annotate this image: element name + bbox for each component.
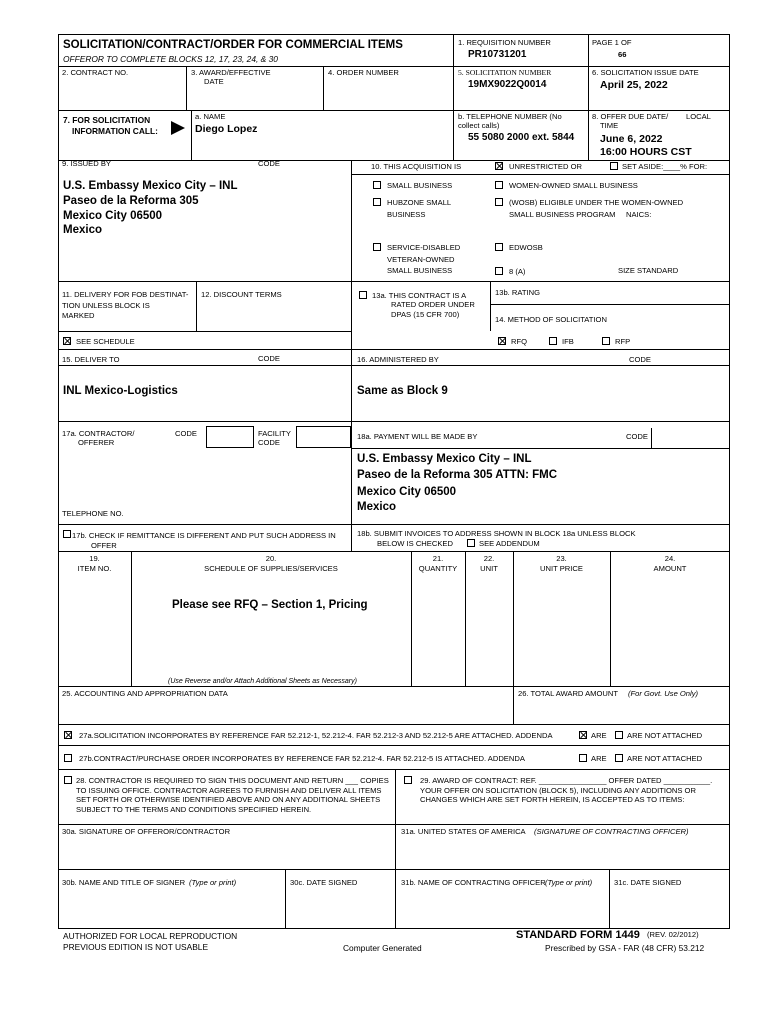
issued-line-3: Mexico City 06500	[63, 210, 163, 222]
delivery-label: 11. DELIVERY FOR FOB DESTINAT-	[62, 290, 189, 299]
total-award-label: 26. TOTAL AWARD AMOUNT	[518, 689, 619, 698]
due-time-value: 16:00 HOURS CST	[600, 146, 692, 158]
footer-computer-generated: Computer Generated	[343, 943, 422, 953]
sdvosb-label-2: VETERAN-OWNED	[387, 255, 455, 264]
col-21-num: 21.	[432, 554, 444, 563]
rated-order-checkbox[interactable]	[359, 291, 367, 299]
27a-not-attached-label: ARE NOT ATTACHED	[627, 731, 703, 740]
29-checkbox[interactable]	[404, 776, 412, 784]
27b-label: 27b.CONTRACT/PURCHASE ORDER INCORPORATES BY REFERENCE FAR 52.212-4. FAR 52.212-5 IS ATTACHED. ADDENDA	[79, 754, 525, 763]
signer-date-label: 30c. DATE SIGNED	[290, 878, 358, 887]
signature-us-label: 31a. UNITED STATES OF AMERICA	[401, 827, 526, 836]
col-quantity: QUANTITY	[418, 564, 458, 573]
contact-name: Diego Lopez	[195, 123, 258, 135]
27a-checkbox[interactable]	[64, 731, 72, 739]
col-unit: UNIT	[480, 564, 498, 573]
issued-code-label: CODE	[258, 159, 280, 168]
27b-are-label: ARE	[591, 754, 607, 763]
due-time-label: TIME	[600, 121, 619, 130]
issued-line-4: Mexico	[63, 224, 102, 236]
rfp-label: RFP	[615, 337, 631, 346]
edwosb-label: EDWOSB	[509, 243, 543, 252]
payment-line-4: Mexico	[357, 501, 396, 513]
signature-offeror-label: 30a. SIGNATURE OF OFFEROR/CONTRACTOR	[62, 827, 231, 836]
see-addendum-checkbox[interactable]	[467, 539, 475, 547]
hubzone-checkbox[interactable]	[373, 198, 381, 206]
rfq-checkbox[interactable]	[498, 337, 506, 345]
29-text: 29. AWARD OF CONTRACT: REF. ________________ OFFER DATED ___________. YOUR OFFER ON SOLICITATION (BLOCK 5), INCLUDING ANY ADDITIONS OR CHANGES WHICH ARE SET FORTH HEREIN, IS ACCEPTED AS TO ITEMS:	[420, 776, 713, 805]
col-22-num: 22.	[483, 554, 495, 563]
delivery-label-2: TION UNLESS BLOCK IS	[62, 301, 150, 310]
col-23-num: 23.	[556, 554, 567, 563]
eight-a-checkbox[interactable]	[495, 267, 503, 275]
info-call-label-2: INFORMATION CALL:	[72, 126, 158, 136]
28-checkbox[interactable]	[64, 776, 72, 784]
discount-label: 12. DISCOUNT TERMS	[201, 290, 282, 299]
wosb-label: (WOSB) ELIGIBLE UNDER THE WOMEN-OWNED	[509, 198, 684, 207]
page-value: 66	[618, 50, 627, 59]
remit-label: 17b. CHECK IF REMITTANCE IS DIFFERENT AND PUT SUCH ADDRESS IN	[72, 531, 336, 540]
col-schedule: SCHEDULE OF SUPPLIES/SERVICES	[204, 564, 338, 573]
27a-label: 27a.SOLICITATION INCORPORATES BY REFERENCE FAR 52.212-1, 52.212-4. FAR 52.212-3 AND 52.212-5 ARE ATTACHED. ADDENDA	[79, 731, 553, 740]
contractor-label-2: OFFERER	[78, 438, 115, 447]
ifb-label: IFB	[562, 337, 574, 346]
sdvosb-checkbox[interactable]	[373, 243, 381, 251]
officer-name-label: 31b. NAME OF CONTRACTING OFFICER	[401, 878, 546, 887]
27b-not-attached-label: ARE NOT ATTACHED	[627, 754, 703, 763]
award-date-label-2: DATE	[204, 77, 224, 86]
women-owned-checkbox[interactable]	[495, 181, 503, 189]
accounting-label: 25. ACCOUNTING AND APPROPRIATION DATA	[62, 689, 228, 698]
hubzone-label: HUBZONE SMALL	[387, 198, 452, 207]
women-owned-label: WOMEN-OWNED SMALL BUSINESS	[509, 181, 638, 190]
eight-a-label: 8 (A)	[509, 267, 526, 276]
sol-no-label: 5. SOLICITATION NUMBER	[458, 68, 552, 77]
order-no-label: 4. ORDER NUMBER	[328, 68, 399, 77]
method-label: 14. METHOD OF SOLICITATION	[495, 315, 607, 324]
contractor-code-label: CODE	[175, 429, 197, 438]
rated-order-label-2: RATED ORDER UNDER	[391, 300, 475, 309]
deliver-to-label: 15. DELIVER TO	[62, 355, 120, 364]
col-24-num: 24.	[664, 554, 676, 563]
phone-label: b. TELEPHONE NUMBER (No	[458, 112, 562, 121]
submit-invoices-label-2: BELOW IS CHECKED	[377, 539, 453, 548]
signer-name-label: 30b. NAME AND TITLE OF SIGNER	[62, 878, 186, 887]
footer-rev: (REV. 02/2012)	[647, 930, 699, 939]
signer-name-note: (Type or print)	[189, 878, 237, 887]
facility-label: FACILITY	[258, 429, 291, 438]
payment-line-1: U.S. Embassy Mexico City – INL	[357, 453, 532, 465]
deliver-code-label: CODE	[258, 354, 280, 363]
issued-by-label: 9. ISSUED BY	[62, 159, 111, 168]
edwosb-checkbox[interactable]	[495, 243, 503, 251]
setaside-label: SET ASIDE:____% FOR:	[622, 162, 708, 171]
footer-authorized: AUTHORIZED FOR LOCAL REPRODUCTION	[63, 931, 238, 941]
reverse-note: (Use Reverse and/or Attach Additional Sheets as Necessary)	[168, 678, 357, 685]
see-schedule-label: SEE SCHEDULE	[76, 337, 135, 346]
facility-label-2: CODE	[258, 438, 280, 447]
rfp-checkbox[interactable]	[602, 337, 610, 345]
rated-order-label-3: DPAS (15 CFR 700)	[391, 310, 460, 319]
contract-no-label: 2. CONTRACT NO.	[62, 68, 129, 77]
rating-label: 13b. RATING	[495, 288, 541, 297]
due-date-value: June 6, 2022	[600, 133, 663, 145]
req-label: 1. REQUISITION NUMBER	[458, 38, 551, 47]
sdvosb-label-3: SMALL BUSINESS	[387, 266, 453, 275]
col-19-num: 19.	[89, 554, 100, 563]
pricing-note: Please see RFQ – Section 1, Pricing	[172, 599, 368, 611]
unrestricted-checkbox[interactable]	[495, 162, 503, 170]
27a-are-label: ARE	[591, 731, 607, 740]
unrestricted-label: UNRESTRICTED OR	[509, 162, 582, 171]
small-business-checkbox[interactable]	[373, 181, 381, 189]
sdvosb-label: SERVICE-DISABLED	[387, 243, 461, 252]
payment-label: 18a. PAYMENT WILL BE MADE BY	[357, 432, 478, 441]
contractor-code-box[interactable]	[206, 426, 254, 448]
footer-sf-title: STANDARD FORM 1449	[516, 929, 640, 941]
hubzone-label-2: BUSINESS	[387, 210, 426, 219]
officer-name-note: (Type or print)	[545, 878, 593, 887]
payment-line-3: Mexico City 06500	[357, 486, 457, 498]
officer-date-label: 31c. DATE SIGNED	[614, 878, 682, 887]
col-20-num: 20.	[265, 554, 277, 563]
payment-line-2: Paseo de la Reforma 305 ATTN: FMC	[357, 469, 558, 481]
phone-label-2: collect calls)	[458, 121, 500, 130]
col-amount: AMOUNT	[653, 564, 687, 573]
remit-label-2: OFFER	[91, 541, 117, 550]
form-title: SOLICITATION/CONTRACT/ORDER FOR COMMERCIAL ITEMS	[63, 39, 403, 51]
wosb-label-2: SMALL BUSINESS PROGRAM	[509, 210, 616, 219]
col-item-no: ITEM NO.	[77, 564, 112, 573]
issue-date-label: 6. SOLICITATION ISSUE DATE	[592, 68, 699, 77]
27b-are-checkbox[interactable]	[579, 754, 587, 762]
issued-line-1: U.S. Embassy Mexico City – INL	[63, 180, 238, 192]
setaside-checkbox[interactable]	[610, 162, 618, 170]
administered-label: 16. ADMINISTERED BY	[357, 355, 439, 364]
facility-code-box[interactable]	[296, 426, 351, 448]
see-schedule-checkbox[interactable]	[63, 337, 71, 345]
delivery-label-3: MARKED	[62, 311, 95, 320]
naics-label: NAICS:	[626, 210, 652, 219]
due-date-label: 8. OFFER DUE DATE/	[592, 112, 669, 121]
acquisition-label: 10. THIS ACQUISITION IS	[371, 162, 462, 171]
27b-checkbox[interactable]	[64, 754, 72, 762]
remit-checkbox[interactable]	[63, 530, 71, 538]
phone-value: 55 5080 2000 ext. 5844	[468, 132, 575, 143]
administered-value: Same as Block 9	[357, 385, 448, 397]
info-call-label-1: 7. FOR SOLICITATION	[63, 115, 151, 125]
administered-code-label: CODE	[629, 355, 651, 364]
req-value: PR10731201	[468, 49, 527, 60]
rfq-label: RFQ	[511, 337, 528, 346]
page-label: PAGE 1 OF	[592, 38, 632, 47]
issued-line-2: Paseo de la Reforma 305	[63, 195, 199, 207]
see-addendum-label: SEE ADDENDUM	[479, 539, 540, 548]
27a-are-checkbox[interactable]	[579, 731, 587, 739]
due-local-label: LOCAL	[686, 112, 711, 121]
arrow-right-icon	[171, 121, 185, 135]
footer-previous: PREVIOUS EDITION IS NOT USABLE	[63, 942, 209, 952]
small-business-label: SMALL BUSINESS	[387, 181, 453, 190]
contractor-label: 17a. CONTRACTOR/	[62, 429, 135, 438]
telephone-label: TELEPHONE NO.	[62, 509, 124, 518]
27a-not-attached-checkbox[interactable]	[615, 731, 623, 739]
award-date-label: 3. AWARD/EFFECTIVE	[191, 68, 271, 77]
deliver-to-value: INL Mexico-Logistics	[63, 385, 178, 397]
total-award-note: (For Govt. Use Only)	[628, 689, 699, 698]
27b-not-attached-checkbox[interactable]	[615, 754, 623, 762]
signature-us-note: (SIGNATURE OF CONTRACTING OFFICER)	[534, 827, 689, 836]
sf1449-form	[58, 34, 730, 929]
rated-order-label: 13a. THIS CONTRACT IS A	[372, 291, 467, 300]
wosb-checkbox[interactable]	[495, 198, 503, 206]
28-text: 28. CONTRACTOR IS REQUIRED TO SIGN THIS DOCUMENT AND RETURN ___ COPIES TO ISSUING OFFICE. CONTRACTOR AGREES TO FURNISH AND DELIVER ALL ITEMS SET FORTH OR OTHERWISE IDENTIFIED ABOVE AND ON ANY ADDITIONAL SHEETS SUBJECT TO THE TERMS AND CONDITIONS SPECIFIED HEREIN.	[76, 776, 389, 814]
col-unit-price: UNIT PRICE	[540, 564, 583, 573]
sol-no-value: 19MX9022Q0014	[468, 79, 547, 90]
issue-date-value: April 25, 2022	[600, 79, 668, 91]
ifb-checkbox[interactable]	[549, 337, 557, 345]
submit-invoices-label: 18b. SUBMIT INVOICES TO ADDRESS SHOWN IN BLOCK 18a UNLESS BLOCK	[357, 529, 636, 538]
payment-code-label: CODE	[626, 432, 648, 441]
size-standard-label: SIZE STANDARD	[618, 266, 679, 275]
footer-prescribed: Prescribed by GSA - FAR (48 CFR) 53.212	[545, 943, 705, 953]
form-subtitle: OFFEROR TO COMPLETE BLOCKS 12, 17, 23, 24, & 30	[63, 54, 278, 64]
name-label: a. NAME	[195, 112, 226, 121]
